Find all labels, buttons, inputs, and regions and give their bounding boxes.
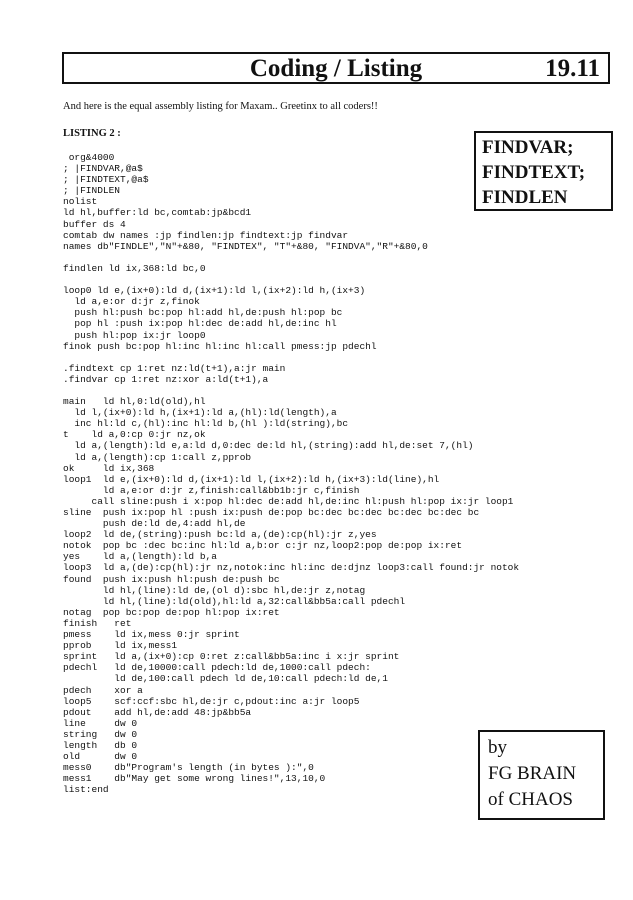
findlen-line: FINDLEN [482,187,568,208]
code-line: loop2 ld de,(string):push bc:ld a,(de):cp(hl):jr z,yes [63,529,377,541]
findtext-line: FINDTEXT; [482,162,586,183]
code-line: list:end [63,784,109,796]
page-title: Coding / Listing [249,55,423,82]
code-line: loop0 ld e,(ix+0):ld d,(ix+1):ld l,(ix+2):ld h,(ix+3) [63,285,366,297]
code-line: ld hl,(line):ld(old),hl:ld a,32:call&bb5a:call pdechl [63,595,406,607]
code-line: ld a,e:or d:jr z,finok [63,296,200,308]
code-line: push de:ld de,4:add hl,de [63,518,246,530]
code-line: finish ret [63,617,132,629]
code-line: comtab dw names :jp findlen:jp findtext:jp findvar [63,229,349,241]
code-line: main ld hl,0:ld(old),hl [63,396,206,408]
code-line: loop3 ld a,(de):cp(hl):jr nz,notok:inc hl:inc de:djnz loop3:call found:jr notok [63,562,520,574]
code-line: ld l,(ix+0):ld h,(ix+1):ld a,(hl):ld(length),a [63,407,337,419]
code-line: .findvar cp 1:ret nz:xor a:ld(t+1),a [63,373,269,385]
code-line: ld a,e:or d:jr z,finish:call&bb1b:jr c,finish [63,484,360,496]
code-line: ; |FINDTEXT,@a$ [63,174,149,186]
code-line: pdech xor a [63,684,143,696]
code-line: inc hl:ld c,(hl):inc hl:ld b,(hl ):ld(string),bc [63,418,349,430]
code-line: .findtext cp 1:ret nz:ld(t+1),a:jr main [63,362,286,374]
intro-text: And here is the equal assembly listing for Maxam.. Greetinx to all coders!! [63,101,378,112]
code-line: ok ld ix,368 [63,462,155,474]
code-line: findlen ld ix,368:ld bc,0 [63,262,206,274]
code-line: pdout add hl,de:add 48:jp&bb5a [63,706,252,718]
author-by: by [488,737,507,758]
code-line: length db 0 [63,739,138,751]
author-name: FG BRAIN [488,763,577,784]
code-line: mess0 db"Program's length (in bytes ):",0 [63,762,314,774]
code-line: push hl:pop ix:jr loop0 [63,329,206,341]
code-line: ld hl,buffer:ld bc,comtab:jp&bcd1 [63,207,252,219]
code-line: ld hl,(line):ld de,(ol d):sbc hl,de:jr z,notag [63,584,366,596]
code-line: nolist [63,196,98,208]
code-line: found push ix:push hl:push de:push bc [63,573,280,585]
code-line: org&4000 [63,152,115,163]
code-line: mess1 db"May get some wrong lines!",13,10,0 [63,773,326,785]
code-line: names db"FINDLE","N"+&80, "FINDTEX", "T"+&80, "FINDVA","R"+&80,0 [63,240,428,252]
code-line: push hl:push bc:pop hl:add hl,de:push hl:pop bc [63,307,343,319]
page-number: 19.11 [545,55,600,82]
code-line [63,252,519,263]
code-line: pmess ld ix,mess 0:jr sprint [63,629,240,641]
code-line: sline push ix:pop hl :push ix:push de:pop bc:dec bc:dec bc:dec bc:dec bc [63,507,480,518]
code-line: notok pop bc :dec bc:inc hl:ld a,b:or c:jr nz,loop2:pop de:pop ix:ret [63,540,463,552]
code-line: ; |FINDLEN [63,185,121,197]
listing-label: LISTING 2 : [63,128,121,139]
code-line: yes ld a,(length):ld b,a [63,551,217,563]
code-line: ld de,100:call pdech ld de,10:call pdech:ld de,1 [63,673,388,685]
code-line [63,352,519,363]
code-listing [63,152,519,795]
code-line: loop5 scf:ccf:sbc hl,de:jr c,pdout:inc a:jr loop5 [63,695,360,707]
code-line: finok push bc:pop hl:inc hl:inc hl:call pmess:jp pdechl [63,340,377,352]
code-line: buffer ds 4 [63,218,126,230]
author-box [478,730,605,820]
code-line: sprint ld a,(ix+0):cp 0:ret z:call&bb5a:inc i x:jr sprint [63,651,400,663]
code-line: ld a,(length):cp 1:call z,pprob [63,451,252,463]
code-line: pprob ld ix,mess1 [63,640,178,652]
author-group: of CHAOS [488,789,573,810]
code-line: pop hl :push ix:pop hl:dec de:add hl,de:inc hl [63,318,337,330]
findvar-line: FINDVAR; [482,137,574,158]
code-line: notag pop bc:pop de:pop hl:pop ix:ret [63,606,280,618]
code-line: string dw 0 [63,728,138,740]
code-line: pdechl ld de,10000:call pdech:ld de,1000:call pdech: [63,662,371,674]
page-header [62,52,610,84]
code-line [63,274,519,285]
code-line: loop1 ld e,(ix+0):ld d,(ix+1):ld l,(ix+2):ld h,(ix+3):ld(line),hl [63,473,440,485]
code-line: line dw 0 [63,717,138,729]
code-line: call sline:push i x:pop hl:dec de:add hl,de:inc hl:push hl:pop ix:jr loop1 [63,495,514,507]
code-line: old dw 0 [63,751,138,763]
code-line: ld a,(length):ld e,a:ld d,0:dec de:ld hl,(string):add hl,de:set 7,(hl) [63,440,474,452]
code-line: ; |FINDVAR,@a$ [63,163,143,175]
code-line: t ld a,0:cp 0:jr nz,ok [63,429,206,441]
code-line [63,385,519,396]
